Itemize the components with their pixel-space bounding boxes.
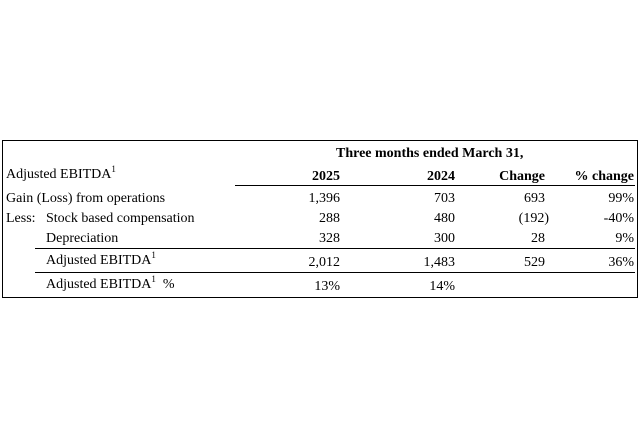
column-header-2024: 2024 xyxy=(427,169,455,184)
ebitda-table xyxy=(2,140,638,298)
cell-value: (192) xyxy=(518,211,549,226)
cell-value: 288 xyxy=(319,211,340,226)
cell-value: 529 xyxy=(524,255,545,270)
footnote-mark: 1 xyxy=(151,250,156,260)
column-header-pct-change: % change xyxy=(574,169,634,184)
cell-value: 2,012 xyxy=(308,255,340,270)
table-title-text: Adjusted EBITDA xyxy=(6,167,112,182)
cell-value: -40% xyxy=(603,211,634,226)
row-label-depreciation: Depreciation xyxy=(46,231,119,246)
total-divider xyxy=(35,272,635,273)
row-label-ebitda-margin xyxy=(46,274,175,293)
cell-value: 1,483 xyxy=(423,255,455,270)
cell-value: 9% xyxy=(615,231,634,246)
footnote-mark: 1 xyxy=(151,274,156,284)
cell-value: 300 xyxy=(434,231,455,246)
row-label-text: Adjusted EBITDA xyxy=(46,253,152,268)
period-header: Three months ended March 31, xyxy=(336,146,524,161)
row-label-adjusted-ebitda xyxy=(46,250,156,269)
subtotal-divider xyxy=(35,248,635,249)
cell-value: 13% xyxy=(314,279,340,294)
cell-value: 328 xyxy=(319,231,340,246)
table-title xyxy=(6,164,116,183)
row-label-stock-comp: Stock based compensation xyxy=(46,211,195,226)
footnote-mark: 1 xyxy=(111,164,116,174)
column-header-2025: 2025 xyxy=(312,169,340,184)
cell-value: 28 xyxy=(531,231,545,246)
percent-suffix: % xyxy=(162,277,175,292)
cell-value: 480 xyxy=(434,211,455,226)
row-prefix-less: Less: xyxy=(6,211,36,226)
cell-value: 703 xyxy=(434,191,455,206)
column-header-change: Change xyxy=(499,169,545,184)
row-label-gain-loss: Gain (Loss) from operations xyxy=(6,191,166,206)
cell-value: 14% xyxy=(429,279,455,294)
cell-value: 99% xyxy=(608,191,634,206)
cell-value: 36% xyxy=(608,255,634,270)
header-underline xyxy=(235,185,635,186)
cell-value: 1,396 xyxy=(308,191,340,206)
cell-value: 693 xyxy=(524,191,545,206)
row-label-text: Adjusted EBITDA xyxy=(46,277,152,292)
